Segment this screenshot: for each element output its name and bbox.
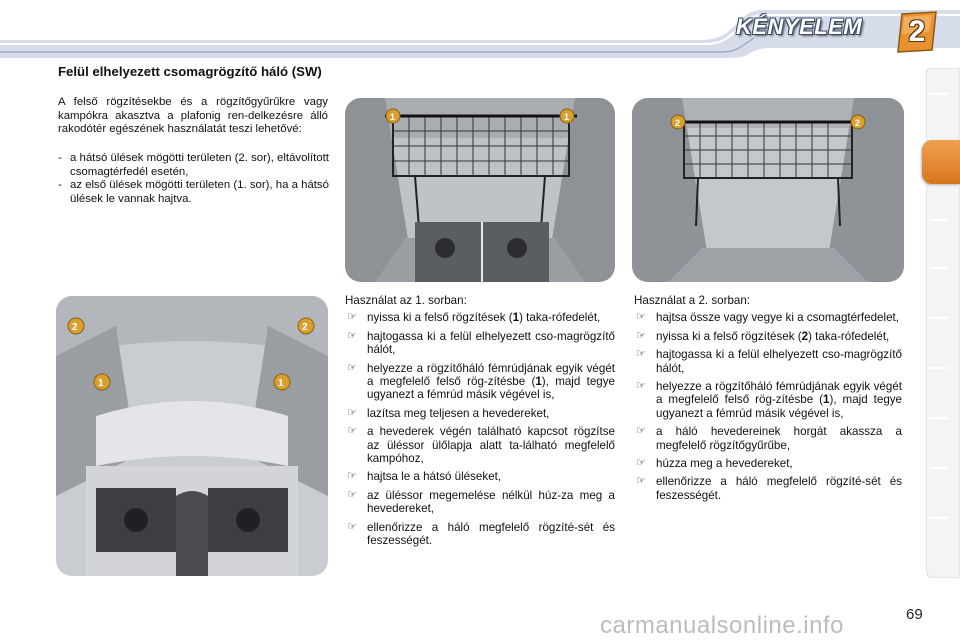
callout-label: 1	[564, 112, 570, 122]
pointing-hand-icon: ☞	[636, 425, 646, 438]
pointing-hand-icon: ☞	[347, 425, 357, 438]
chapter-number: 2	[908, 15, 926, 48]
pointing-hand-icon: ☞	[636, 380, 646, 393]
row1-steps	[345, 311, 615, 547]
callout-label: 1	[278, 378, 284, 389]
list-item: ☞ helyezze a rögzítőháló fémrúdjának egyik végét a megfelelő felső rög-zítésbe (1), majd tegye ugyanezt a fémrúd másik végével is,	[636, 380, 903, 420]
row2-instructions	[634, 294, 902, 507]
pointing-hand-icon: ☞	[636, 475, 646, 488]
callout-label: 2	[675, 118, 681, 128]
list-item: ☞ hajtsa le a hátsó üléseket,	[347, 470, 502, 484]
row1-instructions	[345, 294, 615, 553]
photo-row2-net	[632, 98, 904, 282]
pointing-hand-icon: ☞	[347, 520, 357, 533]
photo-cabin-anchors	[56, 296, 328, 576]
pointing-hand-icon: ☞	[347, 406, 357, 419]
list-item: ☞ helyezze a rögzítőháló fémrúdjának egyik végét a megfelelő felső rög-zítésbe (1), majd tegye ugyanezt a fémrúd másik végével is,	[347, 361, 616, 402]
watermark: carmanualsonline.info	[600, 612, 844, 639]
list-item: ☞ húzza meg a hevedereket,	[636, 457, 793, 471]
pointing-hand-icon: ☞	[636, 311, 646, 324]
pointing-hand-icon: ☞	[636, 329, 646, 342]
page-number: 69	[906, 606, 923, 623]
pointing-hand-icon: ☞	[636, 457, 646, 470]
pointing-hand-icon: ☞	[636, 348, 646, 361]
row2-steps	[634, 311, 902, 502]
pointing-hand-icon: ☞	[347, 311, 357, 324]
list-item: - a hátsó ülések mögötti területen (2. sor), eltávolított csomagtérfedél esetén,	[58, 152, 329, 178]
list-item: ☞ a háló hevedereinek horgát akassza a megfelelő rögzítőgyűrűbe,	[636, 425, 902, 452]
chapter-title: KÉNYELEM	[736, 14, 863, 39]
row2-heading: Használat a 2. sorban:	[634, 294, 751, 307]
pointing-hand-icon: ☞	[347, 488, 357, 501]
usage-options-list	[58, 152, 330, 206]
callout-label: 2	[302, 322, 308, 333]
list-item: ☞ a hevederek végén található kapcsot rögzítse az üléssor ülőlapja alatt ta-lálható megfelelő kampóhoz,	[347, 425, 615, 466]
pointing-hand-icon: ☞	[347, 329, 357, 342]
list-item: ☞ lazítsa meg teljesen a hevedereket,	[347, 406, 550, 420]
list-item: - az első ülések mögötti területen (1. sor), ha a hátsó ülések le vannak hajtva.	[58, 179, 329, 205]
callout-label: 1	[98, 378, 104, 389]
intro-text: A felső rögzítésekbe és a rögzítőgyűrűkre vagy kampókra akasztva a plafonig ren-delkezésre álló rakodótér egészének használatát teszi lehetővé:	[58, 96, 328, 136]
list-item: ☞ hajtogassa ki a felül elhelyezett cso-magrögzítő hálót,	[636, 348, 902, 375]
list-item: ☞ ellenőrizze a háló megfelelő rögzíté-sét és feszességét.	[347, 520, 615, 548]
photo-row1-net	[345, 98, 615, 282]
callout-label: 1	[390, 112, 396, 122]
section-title: Felül elhelyezett csomagrögzítő háló (SW)	[58, 64, 322, 79]
pointing-hand-icon: ☞	[347, 470, 357, 483]
list-item: ☞ nyissa ki a felső rögzítések (1) taka-rófedelét,	[347, 311, 601, 325]
callout-label: 2	[855, 118, 861, 128]
list-item: ☞ hajtsa össze vagy vegye ki a csomagtérfedelet,	[636, 311, 899, 325]
chapter-tab-active[interactable]	[922, 140, 960, 184]
list-item: ☞ hajtogassa ki a felül elhelyezett cso-magrögzítő hálót,	[347, 329, 615, 357]
list-item: ☞ nyissa ki a felső rögzítések (2) taka-rófedelét,	[636, 329, 890, 343]
list-item: ☞ ellenőrizze a háló megfelelő rögzíté-sét és feszességét.	[636, 475, 902, 502]
list-item: ☞ az üléssor megemelése nélkül húz-za meg a hevedereket,	[347, 488, 615, 516]
row1-heading: Használat az 1. sorban:	[345, 294, 467, 307]
pointing-hand-icon: ☞	[347, 361, 357, 374]
callout-label: 2	[72, 322, 78, 333]
